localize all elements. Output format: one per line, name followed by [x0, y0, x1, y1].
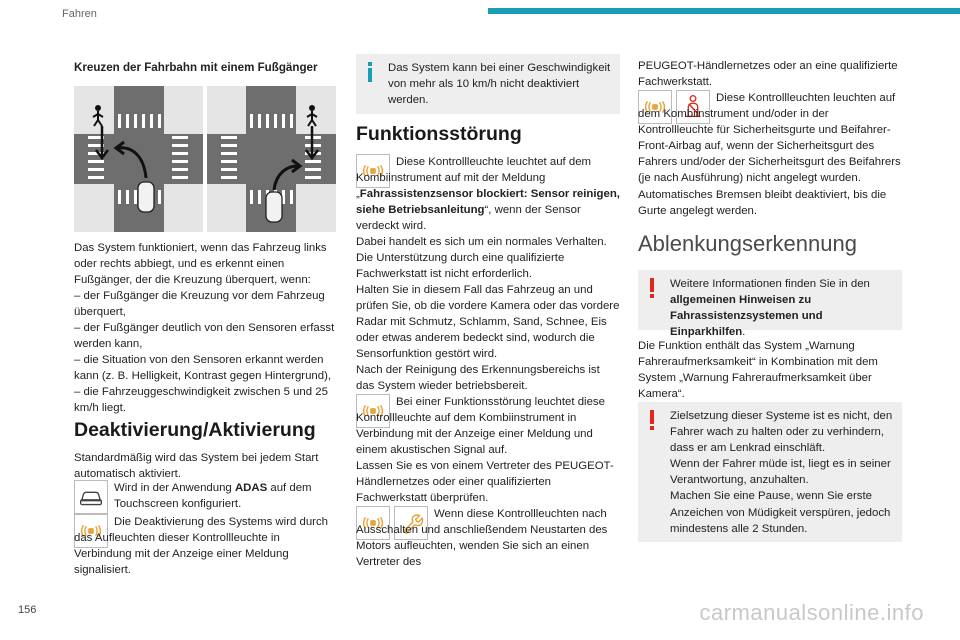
- adas-text: Wird in der Anwendung ADAS auf dem Touchscreen konfiguriert.: [114, 482, 312, 511]
- intersection-diagram: [74, 86, 336, 232]
- paragraph-conditions: Das System funktioniert, wenn das Fahrzeug links oder rechts abbiegt, und es erkennt einen Fußgänger, der die Kreuzung überquert, wenn:: [74, 242, 327, 287]
- paragraph-continued: PEUGEOT-Händlernetzes oder an eine qualifizierte Fachwerkstatt.: [638, 60, 898, 89]
- warning-note-2-c: Machen Sie eine Pause, wenn Sie erste Anzeichen von Müdigkeit verspüren, jedoch mindestens alle 2 Stunden.: [670, 490, 891, 535]
- bullet-3: – die Situation von den Sensoren erkannt werden kann (z. B. Helligkeit, Kontrast gegen Hintergrund),: [74, 354, 332, 383]
- paragraph-restart: Wenn diese Kontrollleuchten nach Ausschalten und anschließendem Neustarten des Motors aufleuchten, wenden Sie sich an einen Vertreter des: [356, 508, 608, 569]
- header-accent-bar: [488, 8, 960, 14]
- paragraph-normal: Dabei handelt es sich um ein normales Verhalten. Die Unterstützung durch eine qualifizierte Fachwerkstatt ist nicht erforderlich.: [356, 236, 607, 281]
- subheading: Kreuzen der Fahrbahn mit einem Fußgänger: [74, 61, 318, 74]
- deaktivierung-text: Die Deaktivierung des Systems wird durch das Aufleuchten dieser Kontrollleuchte in Verbindung mit der Anzeige einer Meldung signalisiert.: [74, 516, 328, 577]
- paragraph-standard: Standardmäßig wird das System bei jedem Start automatisch aktiviert.: [74, 452, 319, 481]
- warning-note-2: [638, 402, 902, 542]
- info-note-text: Das System kann bei einer Geschwindigkeit von mehr als 10 km/h nicht deaktiviert werden.: [388, 62, 611, 107]
- bullet-4: – die Fahrzeuggeschwindigkeit zwischen 5 und 25 km/h liegt.: [74, 386, 328, 415]
- warning-note-1-text: Weitere Informationen finden Sie in den allgemeinen Hinweisen zu Fahrassistenzsystemen und Einparkhilfen.: [670, 278, 870, 339]
- page-number: 156: [18, 604, 37, 616]
- paragraph-after-cleaning: Nach der Reinigung des Erkennungsbereichs ist das System wieder betriebsbereit.: [356, 364, 600, 393]
- paragraph-malfunction: Bei einer Funktionsstörung leuchtet diese Kontrollleuchte auf dem Kombiinstrument in Verbindung mit der Anzeige einer Meldung und einem akustischen Signal auf.: [356, 396, 605, 457]
- paragraph-check-sensors: Halten Sie in diesem Fall das Fahrzeug an und prüfen Sie, ob die vordere Kamera oder das vordere Radar mit Schmutz, Schlamm, Sand, Schnee, Eis oder etwas anderem bedeckt sind, wodurch die Sensorfunktion gestört wird.: [356, 284, 620, 361]
- bullet-2: – der Fußgänger deutlich von den Sensoren erfasst werden kann,: [74, 322, 335, 351]
- warning-note-1: [638, 270, 902, 339]
- illustration-intersection: [74, 86, 336, 232]
- heading-deaktivierung: Deaktivierung/Aktivierung: [74, 419, 316, 441]
- info-icon: [368, 62, 374, 82]
- warning-note-2-b: Wenn der Fahrer müde ist, liegt es in seiner Verantwortung, anzuhalten.: [670, 458, 891, 487]
- watermark: carmanualsonline.info: [699, 600, 924, 625]
- paragraph-function: Die Funktion enthält das System „Warnung Fahreraufmerksamkeit“ in Kombination mit dem System „Warnung Fahreraufmerksamkeit über Kamera“.: [638, 340, 878, 401]
- paragraph-sensor-blocked: Diese Kontrollleuchte leuchtet auf dem Kombiinstrument auf mit der Meldung „Fahrassistenzsensor blockiert: Sensor reinigen, siehe Betriebsanleitung“, wenn der Sensor verdeckt wird.: [356, 156, 620, 233]
- car-icon: [74, 480, 108, 514]
- heading-ablenkungserkennung: Ablenkungserkennung: [638, 231, 857, 256]
- info-note: [356, 54, 620, 114]
- bullet-1: – der Fußgänger die Kreuzung vor dem Fahrzeug überquert,: [74, 290, 325, 319]
- heading-funktionsstoerung: Funktionsstörung: [356, 123, 522, 145]
- paragraph-dealer: Lassen Sie es von einem Vertreter des PEUGEOT-Händlernetzes oder einer qualifizierten Fachwerkstatt überprüfen.: [356, 460, 614, 505]
- warning-icon: [650, 278, 656, 298]
- warning-icon: [650, 410, 656, 430]
- paragraph-seatbelt: Diese Kontrollleuchten leuchten auf dem Kombiinstrument und/oder in der Kontrollleuchte für Sicherheitsgurte und Beifahrer-Front-Airbag auf, wenn der Sicherheitsgurt des Fahrers und/oder der Sicherheitsgurt des Beifahrers (je nach Ausführung) nicht angelegt wurden. Automatisches Bremsen bleibt deaktiviert, bis die Gurte angelegt werden.: [638, 92, 901, 217]
- header-section: Fahren: [62, 8, 97, 20]
- warning-note-2-a: Zielsetzung dieser Systeme ist es nicht, den Fahrer wach zu halten oder zu verhindern, dass er am Lenkrad einschläft.: [670, 410, 893, 455]
